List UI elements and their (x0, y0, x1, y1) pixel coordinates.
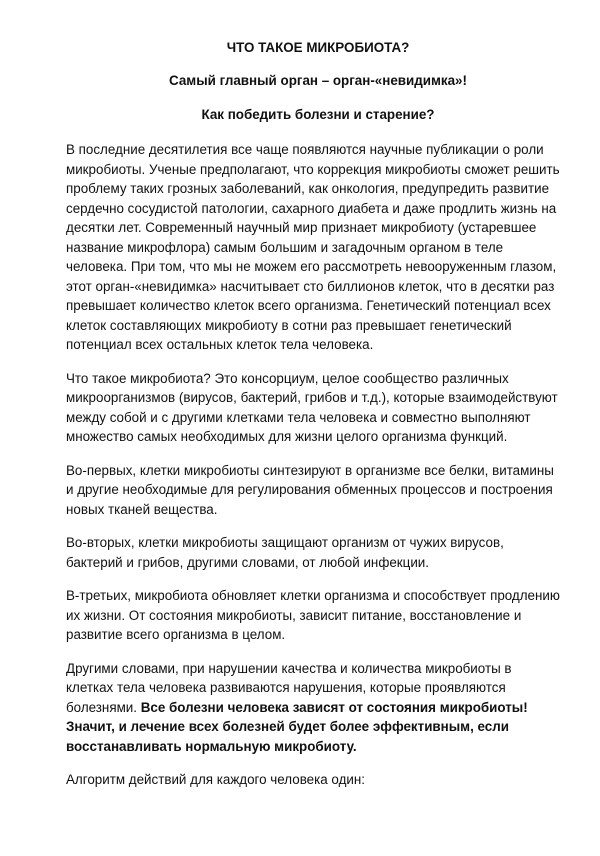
paragraph-intro: В последние десятилетия все чаще появляются научные публикации о роли микробиоты. Ученые предполагают, что коррекция микробиоты сможет решить проблему таких грозных заболеваний, как онкология, предупредить развитие сердечно сосудистой патологии, сахарного диабета и даже продлить жизнь на десятки лет. Современный научный мир признает микробиоту (устаревшее название микрофлора) самым большим и загадочным органом в теле человека. При том, что мы не можем его рассмотреть невооруженным глазом, этот орган-«невидимка» насчитывает сто биллионов клеток, что в десятки раз превышает количество клеток всего организма. Генетический потенциал всех клеток составляющих микробиоту в сотни раз превышает генетический потенциал всех остальных клеток тела человека. (66, 142, 560, 352)
paragraph-second: Во-вторых, клетки микробиоты защищают организм от чужих вирусов, бактерий и грибов, другими словами, от любой инфекции. (66, 535, 504, 570)
paragraph-closing: Алгоритм действий для каждого человека один: (66, 772, 365, 787)
document-question: Как победить болезни и старение? (201, 107, 435, 122)
paragraph-conclusion-text: Другими словами, при нарушении качества и количества микробиоты в клетках тела человека развиваются нарушения, которые проявляются болезнями. (66, 660, 512, 715)
paragraph-first: Во-первых, клетки микробиоты синтезируют в организме все белки, витамины и другие необходимые для регулирования обменных процессов и построения новых тканей вещества. (66, 462, 554, 517)
paragraph-third: В-третьих, микробиота обновляет клетки организма и способствует продлению их жизни. От состояния микробиоты, зависит питание, восстановление и развитие всего организма в целом. (66, 588, 560, 642)
paragraph-definition: Что такое микробиота? Это консорциум, целое сообщество различных микроорганизмов (вирусов, бактерий, грибов и т.д.), которые взаимодействуют между собой и с другими клетками тела человека и совместно выполняют множество самых необходимых для жизни целого организма функций. (66, 370, 558, 444)
document-title: ЧТО ТАКОЕ МИКРОБИОТА? (226, 40, 410, 55)
paragraph-conclusion (66, 659, 562, 757)
paragraph-conclusion-emphasis: Все болезни человека зависят от состояния микробиоты! Значит, и лечение всех болезней будет более эффективным, если восстанавливать нормальную микробиоту. (66, 699, 528, 754)
document-subtitle: Самый главный орган – орган-«невидимка»! (169, 73, 467, 88)
